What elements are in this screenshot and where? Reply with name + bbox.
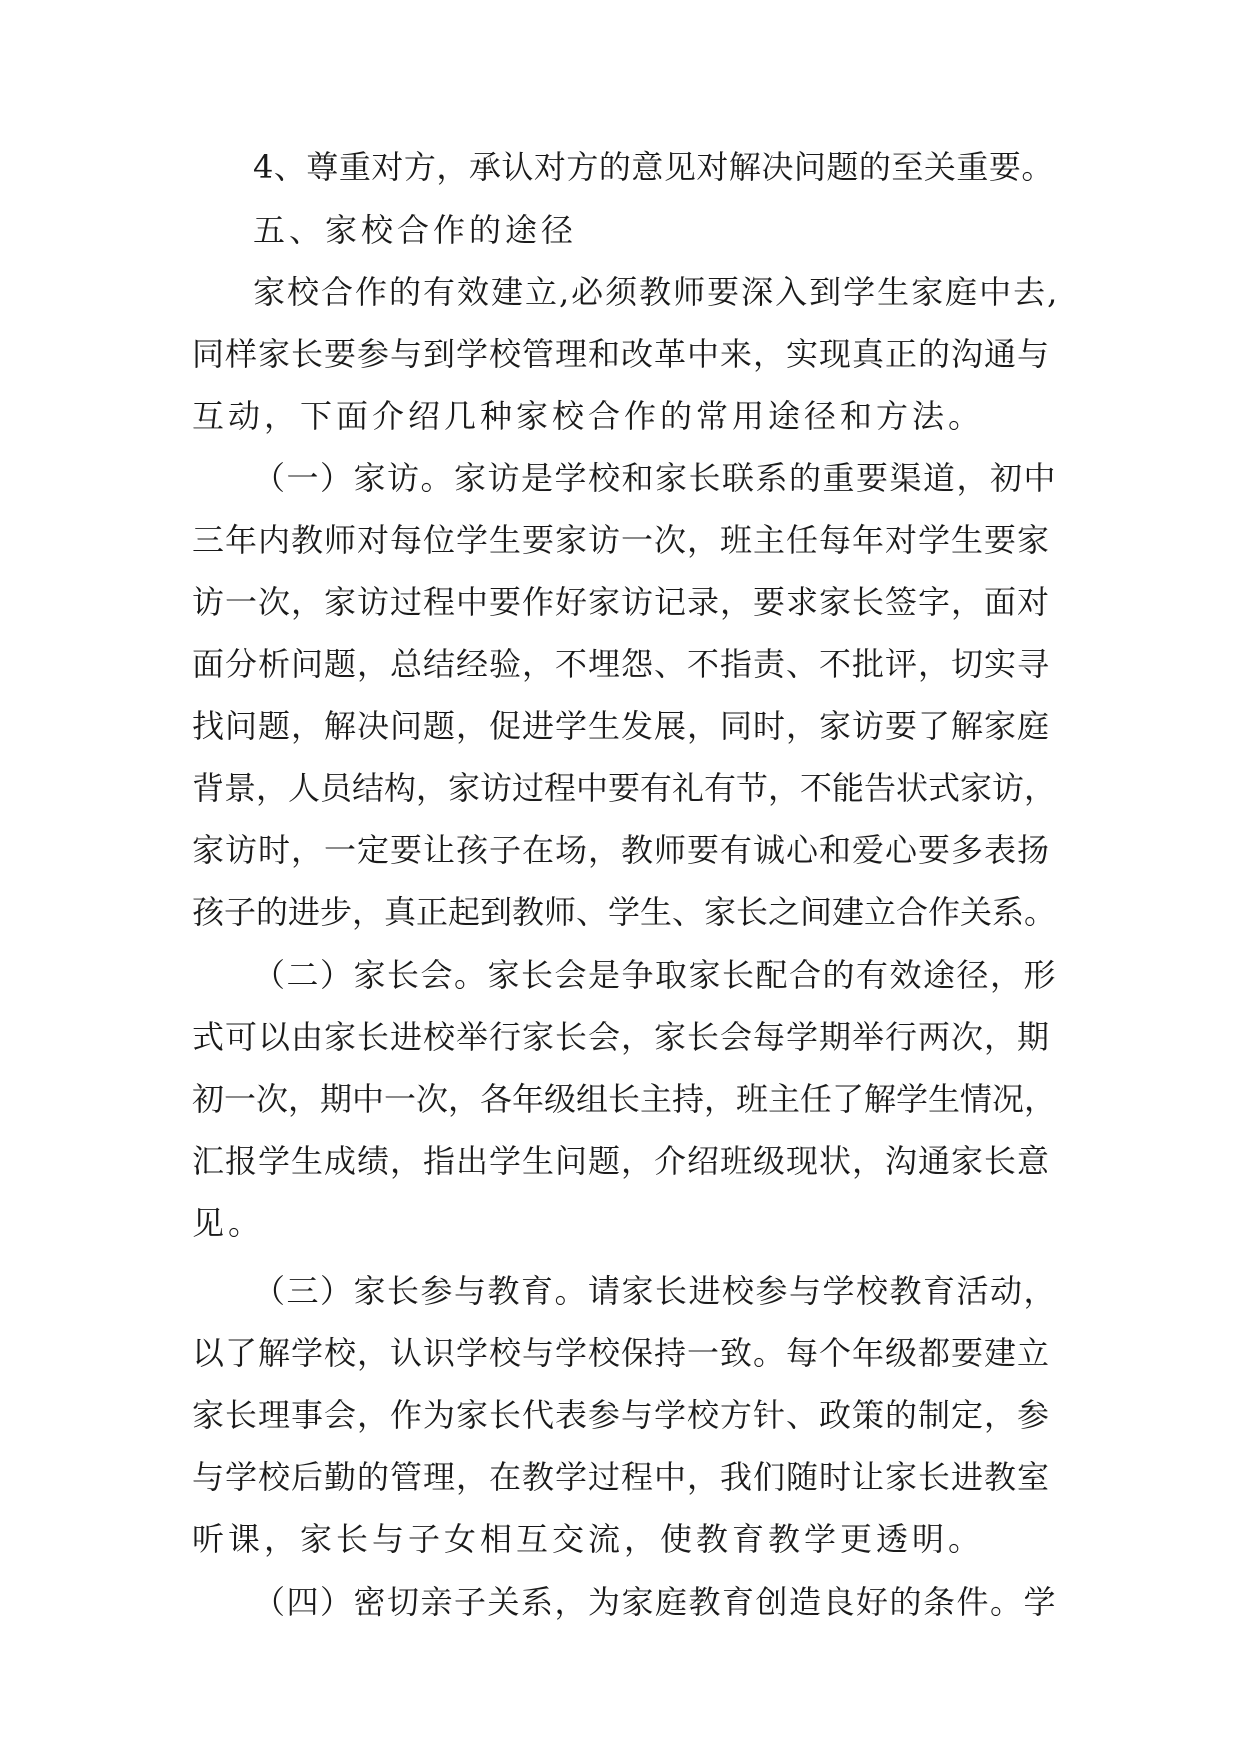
text-line-14: （二）家长会。家长会是争取家长配合的有效途径，形 xyxy=(253,956,1058,994)
text-line-1: 4、尊重对方，承认对方的意见对解决问题的至关重要。 xyxy=(253,148,1054,186)
text-line-6: （一）家访。家访是学校和家长联系的重要渠道，初中 xyxy=(253,459,1058,497)
text-line-12: 家访时，一定要让孩子在场，教师要有诚心和爱心要多表扬 xyxy=(192,831,1051,869)
text-line-7: 三年内教师对每位学生要家访一次，班主任每年对学生要家 xyxy=(192,521,1051,559)
text-line-5: 互动，下面介绍几种家校合作的常用途径和方法。 xyxy=(192,397,985,435)
text-line-20: 以了解学校，认识学校与学校保持一致。每个年级都要建立 xyxy=(192,1334,1051,1372)
text-line-17: 汇报学生成绩，指出学生问题，介绍班级现状，沟通家长意 xyxy=(192,1142,1051,1180)
text-line-21: 家长理事会，作为家长代表参与学校方针、政策的制定，参 xyxy=(192,1396,1051,1434)
text-line-24: （四）密切亲子关系，为家庭教育创造良好的条件。学 xyxy=(253,1583,1058,1621)
text-line-8: 访一次，家访过程中要作好家访记录，要求家长签字，面对 xyxy=(192,583,1051,621)
text-line-3: 家校合作的有效建立,必须教师要深入到学生家庭中去, xyxy=(253,273,1060,311)
text-line-4: 同样家长要参与到学校管理和改革中来，实现真正的沟通与 xyxy=(192,335,1051,373)
text-line-22: 与学校后勤的管理，在教学过程中，我们随时让家长进教室 xyxy=(192,1458,1051,1496)
text-line-11: 背景，人员结构，家访过程中要有礼有节，不能告状式家访， xyxy=(192,769,1057,807)
text-line-19: （三）家长参与教育。请家长进校参与学校教育活动， xyxy=(253,1272,1058,1310)
text-line-9: 面分析问题，总结经验，不埋怨、不指责、不批评，切实寻 xyxy=(192,645,1051,683)
text-line-18: 见。 xyxy=(192,1204,265,1242)
text-line-15: 式可以由家长进校举行家长会，家长会每学期举行两次，期 xyxy=(192,1018,1051,1056)
section-heading: 五、家校合作的途径 xyxy=(253,211,578,249)
text-line-23: 听课，家长与子女相互交流，使教育教学更透明。 xyxy=(192,1520,985,1558)
text-line-13: 孩子的进步，真正起到教师、学生、家长之间建立合作关系。 xyxy=(192,893,1057,931)
text-line-16: 初一次，期中一次，各年级组长主持，班主任了解学生情况， xyxy=(192,1080,1057,1118)
text-line-10: 找问题，解决问题，促进学生发展，同时，家访要了解家庭 xyxy=(192,707,1051,745)
